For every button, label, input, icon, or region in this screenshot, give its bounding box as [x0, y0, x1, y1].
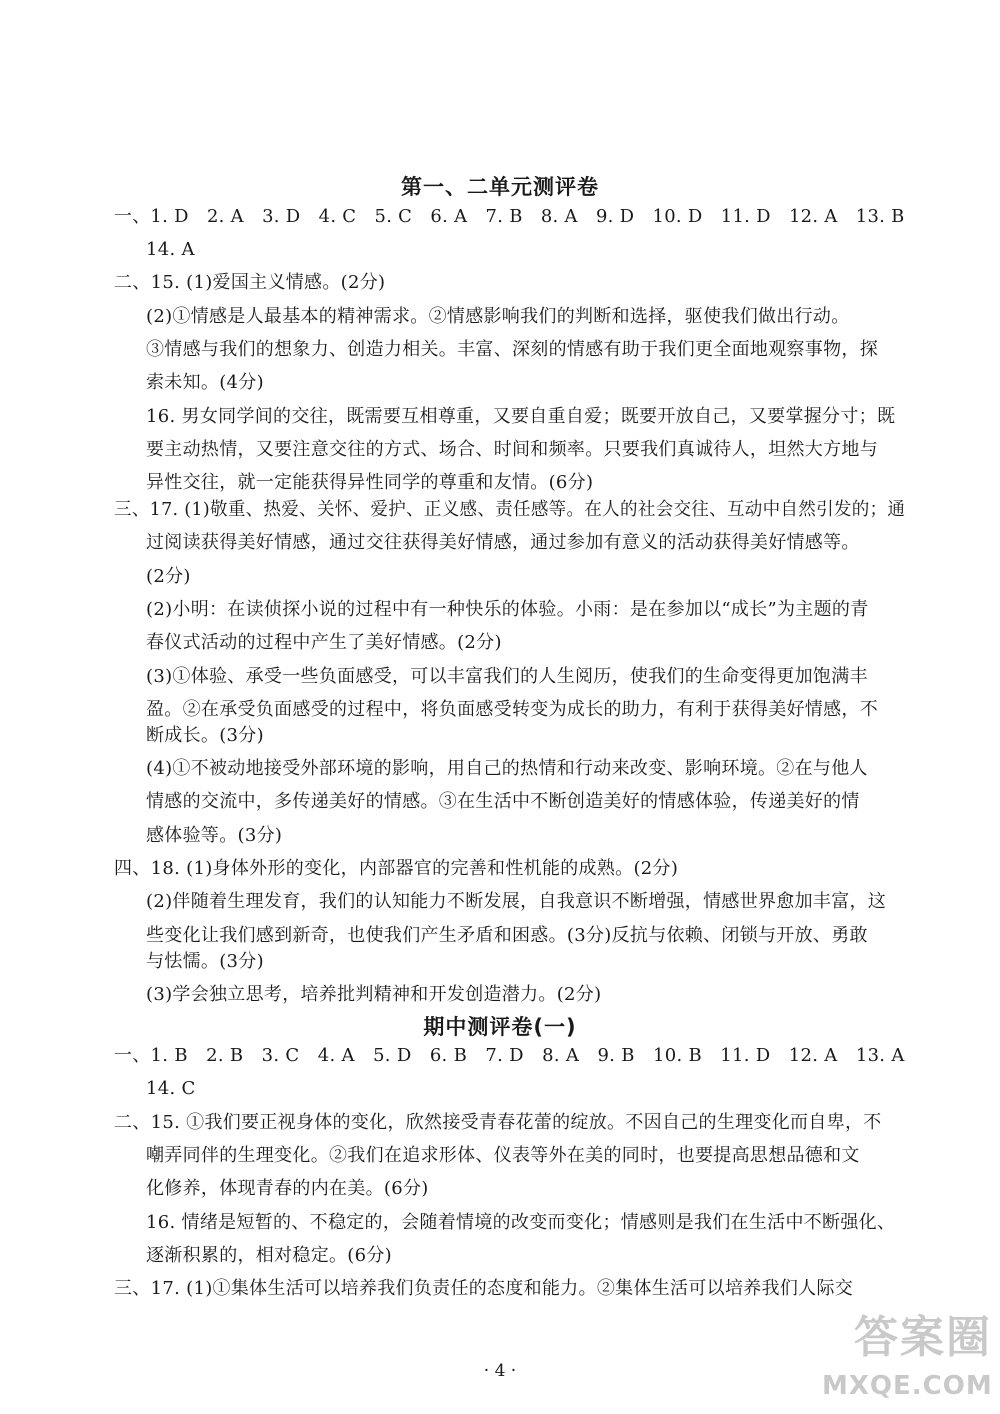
answer-line: 16. 情绪是短暂的、不稳定的，会随着情境的改变而变化；情感则是我们在生活中不断强化、: [146, 1212, 896, 1233]
answer-line: 过阅读获得美好情感，通过交往获得美好情感，通过参加有意义的活动获得美好情感等。: [146, 532, 860, 553]
answer-line: 一、1. D 2. A 3. D 4. C 5. C 6. A 7. B 8. A 9. D 10. D 11. D 12. A 13. B: [114, 206, 905, 227]
answer-line: 情感的交流中，多传递美好的情感。③在生活中不断创造美好的情感体验，传递美好的情: [146, 791, 860, 812]
answer-line: 些变化让我们感到新奇，也使我们产生矛盾和困惑。(3分)反抗与依赖、闭锁与开放、勇敢: [146, 925, 868, 946]
answer-line: 断成长。(3分): [146, 725, 264, 746]
answer-line: 一、1. B 2. B 3. C 4. A 5. D 6. B 7. D 8. A 9. B 10. B 11. D 12. A 13. A: [114, 1045, 905, 1066]
answer-line: (2)①情感是人最基本的精神需求。②情感影响我们的判断和选择，驱使我们做出行动。: [146, 306, 850, 327]
answer-line: (4)①不被动地接受外部环境的影响，用自己的热情和行动来改变、影响环境。②在与他人: [146, 758, 868, 779]
answer-line: (2)小明：在读侦探小说的过程中有一种快乐的体验。小雨：是在参加以“成长”为主题的青: [146, 599, 869, 620]
answer-line: 16. 男女同学间的交往，既需要互相尊重，又要自重自爱；既要开放自己，又要掌握分寸；既: [146, 406, 896, 427]
answer-line: 盈。②在承受负面感受的过程中，将负面感受转变为成长的助力，有利于获得美好情感，不: [146, 699, 878, 720]
answer-line: ③情感与我们的想象力、创造力相关。丰富、深刻的情感有助于我们更全面地观察事物，探: [146, 339, 878, 360]
answer-line: 二、15. (1)爱国主义情感。(2分): [114, 272, 386, 293]
watermark-text: 答案圈: [854, 1312, 992, 1363]
answer-line: 逐渐积累的，相对稳定。(6分): [146, 1245, 392, 1266]
answer-line: 14. A: [146, 239, 195, 260]
page-number: · 4 ·: [483, 1361, 517, 1381]
answer-line: 异性交往，就一定能获得异性同学的尊重和友情。(6分): [146, 472, 594, 493]
answer-line: 三、17. (1)①集体生活可以培养我们负责任的态度和能力。②集体生活可以培养我们人际交: [114, 1278, 854, 1299]
answer-line: 三、17. (1)敬重、热爱、关怀、爱护、正义感、责任感等。在人的社会交往、互动中自然引发的；通: [114, 499, 906, 520]
answer-line: (3)学会独立思考，培养批判精神和开发创造潜力。(2分): [146, 984, 602, 1005]
answer-line: 与怯懦。(3分): [146, 951, 264, 972]
answer-line: (2分): [146, 566, 191, 587]
answer-line: (3)①体验、承受一些负面感受，可以丰富我们的人生阅历，使我们的生命变得更加饱满丰: [146, 666, 868, 687]
answer-line: 二、15. ①我们要正视身体的变化，欣然接受青春花蕾的绽放。不因自己的生理变化而自卑，不: [114, 1112, 882, 1133]
answer-line: 索未知。(4分): [146, 372, 264, 393]
answer-line: 春仪式活动的过程中产生了美好情感。(2分): [146, 632, 502, 653]
answer-line: 14. C: [146, 1078, 196, 1099]
section-title-midterm-1: 期中测评卷(一): [423, 1015, 577, 1039]
answer-line: 嘲弄同伴的生理变化。②我们在追求形体、仪表等外在美的同时，也要提高思想品德和文: [146, 1145, 860, 1166]
answer-line: 感体验等。(3分): [146, 825, 283, 846]
answer-line: (2)伴随着生理发育，我们的认知能力不断发展，自我意识不断增强，情感世界愈加丰富，这: [146, 891, 887, 912]
watermark-url: MXQE.COM: [822, 1371, 993, 1401]
answer-line: 四、18. (1)身体外形的变化，内部器官的完善和性机能的成熟。(2分): [114, 858, 679, 879]
answer-line: 化修养，体现青春的内在美。(6分): [146, 1178, 429, 1199]
section-title-unit-1-2: 第一、二单元测评卷: [401, 175, 599, 199]
answer-line: 要主动热情，又要注意交往的方式、场合、时间和频率。只要我们真诚待人，坦然大方地与: [146, 439, 878, 460]
